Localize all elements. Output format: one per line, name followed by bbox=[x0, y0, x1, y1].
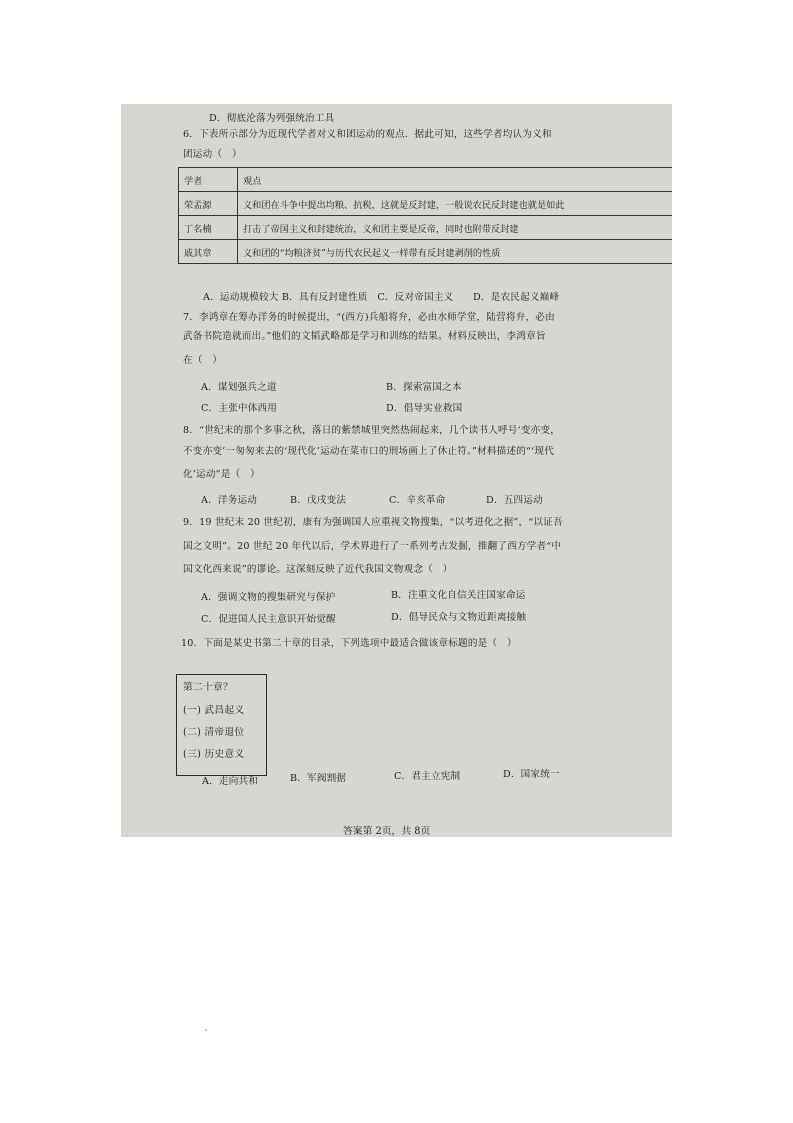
q6-stem-line2: 团运动（ ） bbox=[183, 149, 242, 160]
table-row bbox=[179, 216, 673, 240]
table-cell-view: 义和团的“均粮济贫”与历代农民起义一样带有反封建剥削的性质 bbox=[238, 240, 673, 264]
q8-stem-line1: 8．“世纪末的那个多事之秋，落日的紫禁城里突然热闹起来，几个读书人呼号‘变亦变， bbox=[183, 425, 561, 436]
q9-stem-line1: 9．19 世纪末 20 世纪初，康有为强调国人应重视文物搜集，“以考进化之据”，“以证吾 bbox=[183, 517, 563, 528]
table-header-cell: 观点 bbox=[238, 168, 673, 192]
q9-option-c: C．促进国人民主意识开始觉醒 bbox=[201, 614, 336, 625]
table-cell-scholar: 荣孟源 bbox=[179, 192, 238, 216]
q8-option-c: C．辛亥革命 bbox=[389, 495, 446, 506]
q8-option-a: A．洋务运动 bbox=[201, 495, 258, 506]
q8-option-d: D．五四运动 bbox=[486, 495, 543, 506]
speck bbox=[205, 1029, 207, 1031]
q6-options: A．运动规模较大 B．具有反封建性质 C．反对帝国主义 D．是农民起义巅峰 bbox=[203, 292, 560, 303]
q9-stem-line3: 国文化西来说”的谬论。这深刻反映了近代我国文物观念（ ） bbox=[183, 564, 453, 575]
q7-option-b: B．探索富国之本 bbox=[386, 382, 462, 393]
table-row bbox=[179, 240, 673, 264]
q7-stem-line2: 武备书院造就而出。”他们的文韬武略都是学习和训练的结果。材料反映出，李鸿章旨 bbox=[183, 331, 546, 342]
scanned-exam-page bbox=[121, 104, 672, 837]
table-header-cell: 学者 bbox=[179, 168, 238, 192]
toc-item: (二) 清帝退位 bbox=[183, 727, 245, 738]
q9-option-b: B．注重文化自信关注国家命运 bbox=[391, 590, 526, 601]
q8-option-b: B．戊戌变法 bbox=[290, 495, 347, 506]
page-footer: 答案第 2页，共 8页 bbox=[343, 826, 431, 837]
q9-option-d: D．倡导民众与文物近距离接触 bbox=[391, 612, 527, 623]
table-header-row bbox=[179, 168, 673, 192]
q10-option-d: D．国家统一 bbox=[503, 769, 560, 780]
toc-title: 第二十章？ bbox=[183, 682, 233, 693]
q7-option-c: C．主张中体西用 bbox=[201, 403, 278, 414]
q7-stem-line3: 在（ ） bbox=[183, 355, 223, 366]
q7-stem-line1: 7．李鸿章在筹办洋务的时候提出，“(西方)兵船将弁，必由水师学堂，陆营将弁，必由 bbox=[183, 312, 555, 323]
q7-option-d: D．倡导实业救国 bbox=[386, 403, 463, 414]
q7-option-a: A．谋划强兵之道 bbox=[201, 382, 277, 393]
q6-table bbox=[178, 167, 672, 264]
q8-stem-line3: 化’运动”是（ ） bbox=[183, 469, 260, 480]
table-cell-scholar: 戚其章 bbox=[179, 240, 238, 264]
q10-option-b: B．军阀割据 bbox=[290, 773, 347, 784]
table-cell-view: 义和团在斗争中提出均粮、抗税，这就是反封建，一般说农民反封建也就是如此 bbox=[238, 192, 673, 216]
toc-item: (三) 历史意义 bbox=[183, 749, 245, 760]
q10-option-c: C．君主立宪制 bbox=[394, 771, 461, 782]
table-cell-view: 打击了帝国主义和封建统治，义和团主要是反帝，同时也附带反封建 bbox=[238, 216, 673, 240]
q10-table-of-contents bbox=[176, 674, 267, 776]
toc-item: (一) 武昌起义 bbox=[183, 705, 245, 716]
q10-stem: 10．下面是某史书第二十章的目录，下列选项中最适合做该章标题的是（ ） bbox=[181, 638, 517, 649]
q9-option-a: A．强调文物的搜集研究与保护 bbox=[201, 592, 336, 603]
table-row bbox=[179, 192, 673, 216]
q6-stem-line1: 6．下表所示部分为近现代学者对义和团运动的观点．据此可知，这些学者均认为义和 bbox=[183, 129, 552, 140]
q10-option-a: A．走向共和 bbox=[202, 776, 259, 787]
q5-option-d: D．彻底沦落为列强统治工具 bbox=[209, 113, 335, 124]
table-cell-scholar: 丁名楠 bbox=[179, 216, 238, 240]
q8-stem-line2: 不变亦变’一匆匆来去的‘现代化’运动在菜市口的刑场画上了休止符。”材料描述的“‘现代 bbox=[183, 446, 554, 457]
q9-stem-line2: 国之文明”。20 世纪 20 年代以后，学术界进行了一系列考古发掘，推翻了西方学者“中 bbox=[183, 541, 562, 552]
